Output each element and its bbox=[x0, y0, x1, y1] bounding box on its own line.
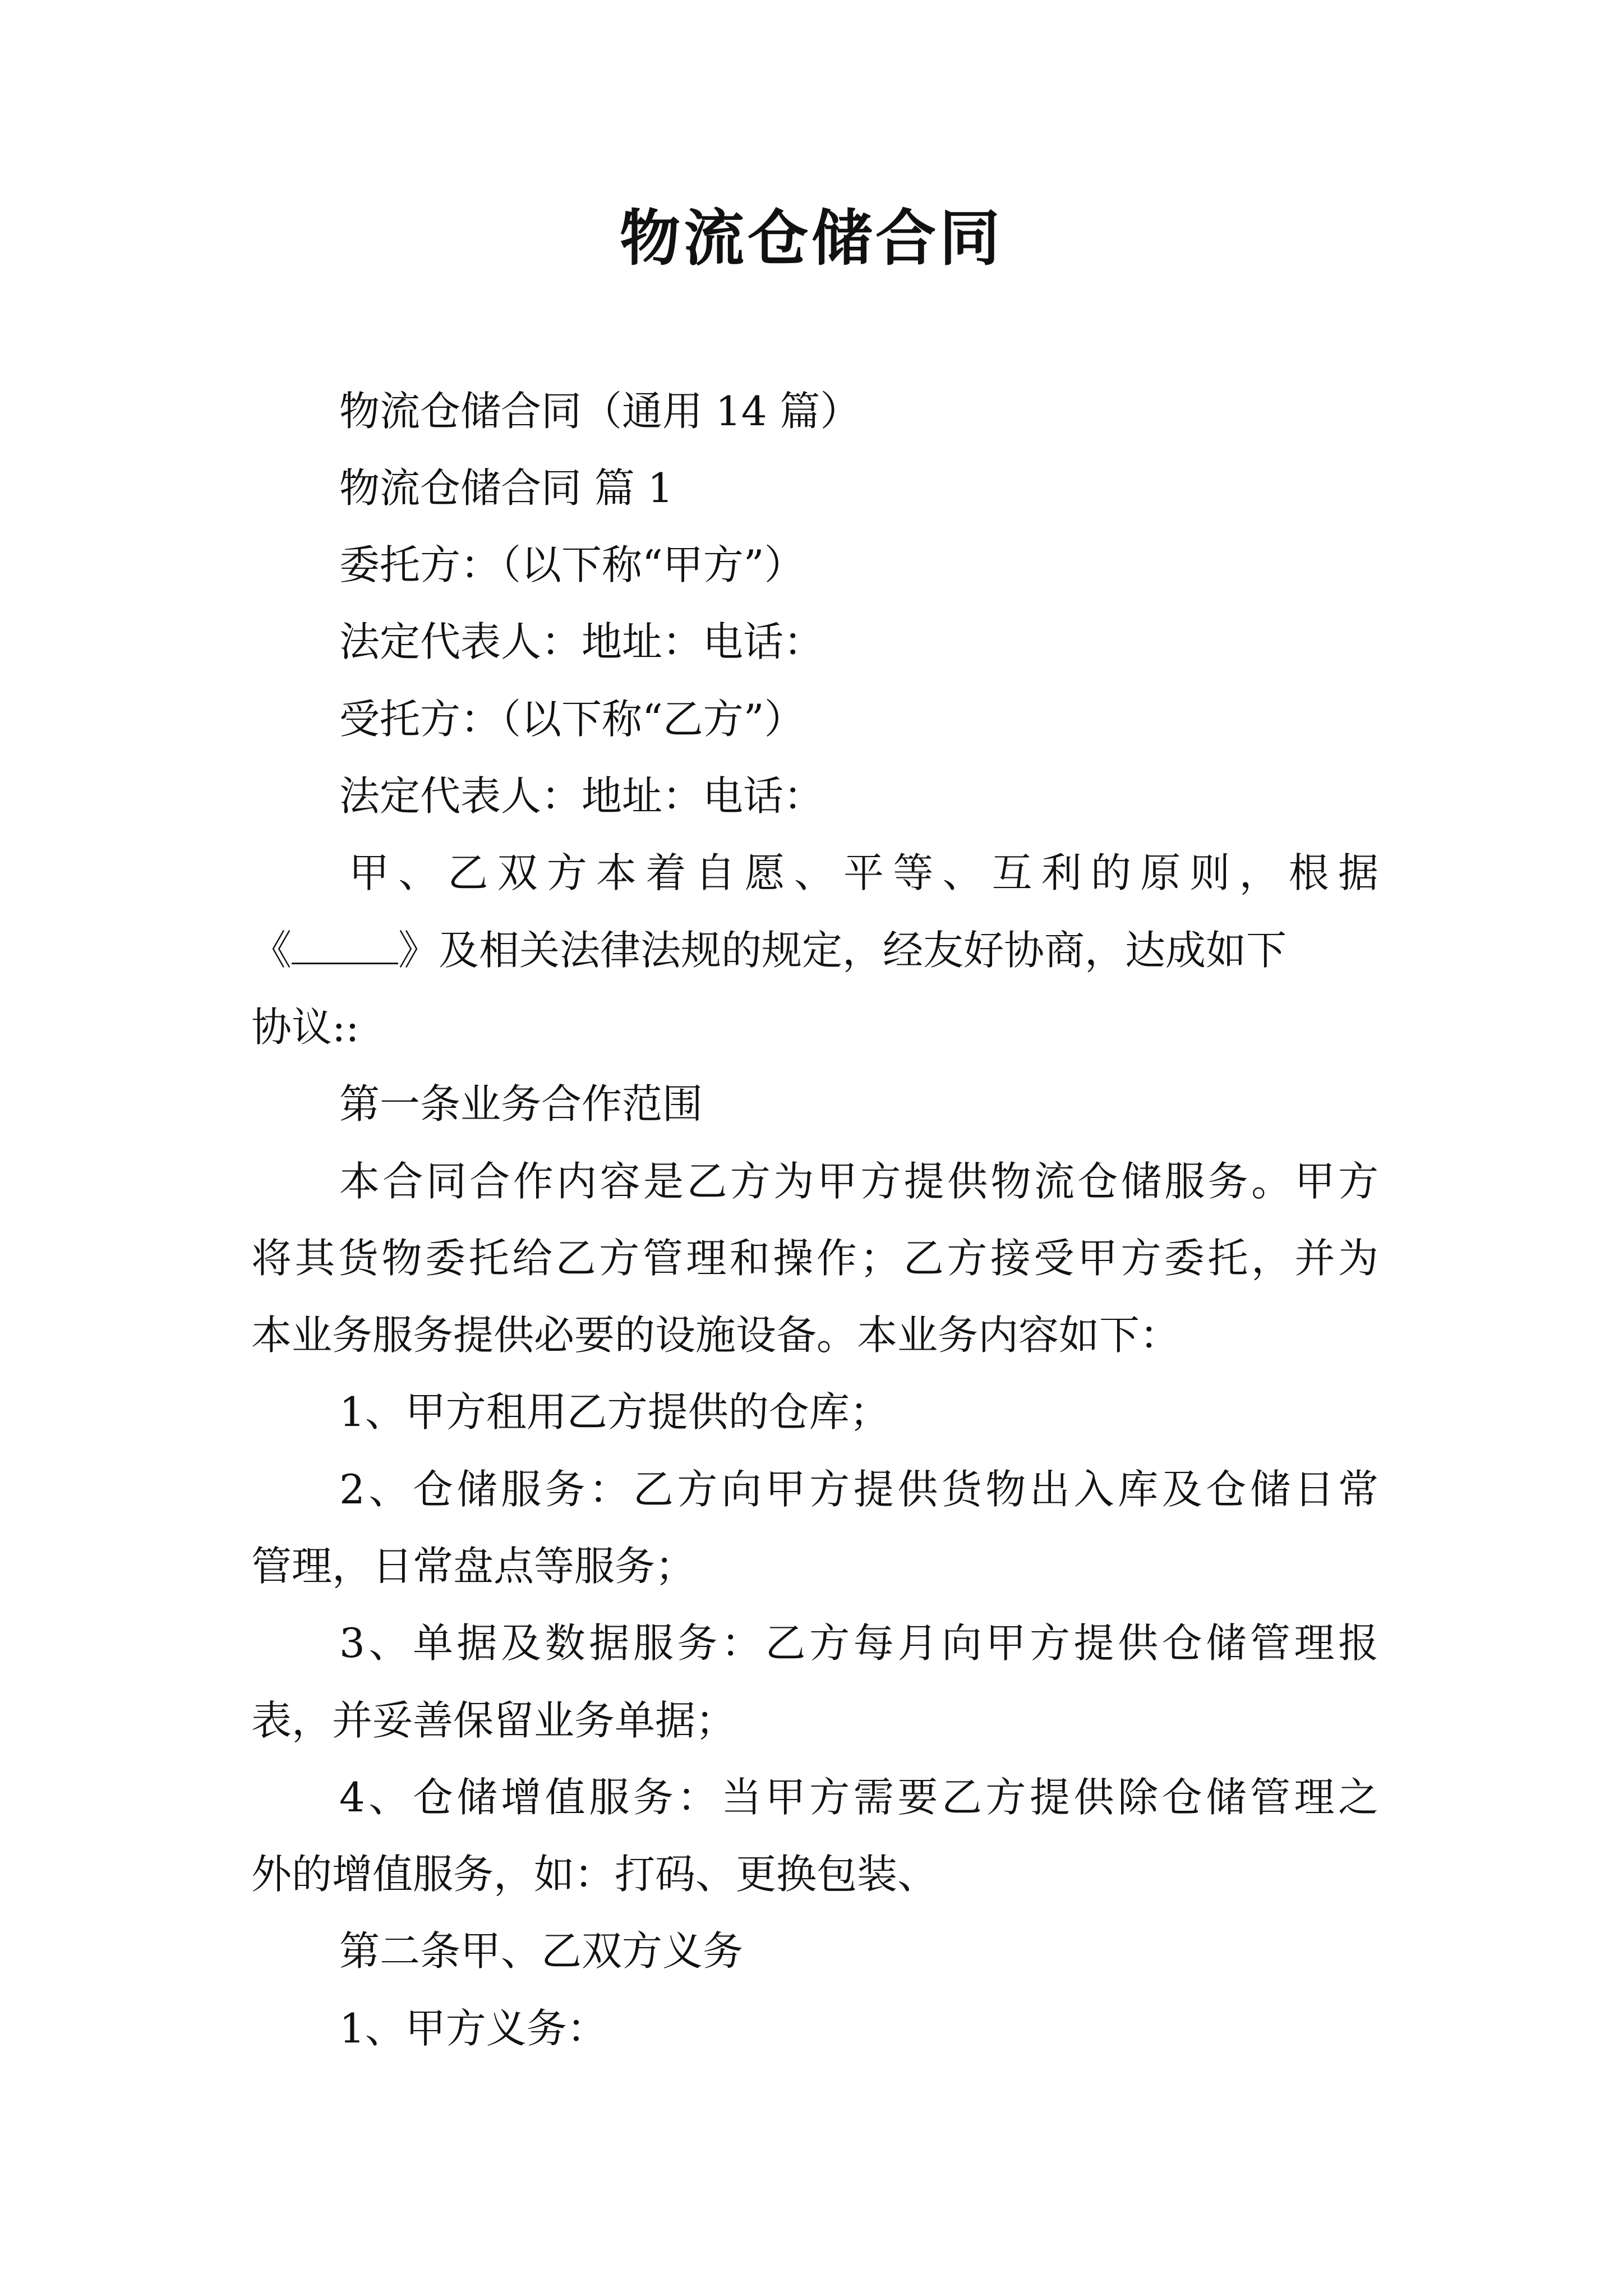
item-1-line: 1、甲方租用乙方提供的仓库； bbox=[339, 1388, 890, 1435]
party-b-representative-line: 法定代表人：地址：电话： bbox=[339, 772, 824, 820]
article-1-paragraph-line-1: 本合同合作内容是乙方为甲方提供物流仓储服务。甲方 bbox=[339, 1158, 1378, 1205]
article-1-paragraph-line-2: 将其货物委托给乙方管理和操作；乙方接受甲方委托，并为 bbox=[251, 1235, 1378, 1282]
item-3-line-2: 表，并妥善保留业务单据； bbox=[251, 1697, 736, 1744]
subtitle-line: 物流仓储合同（通用 14 篇） bbox=[339, 388, 861, 435]
item-2-line-1: 2、仓储服务：乙方向甲方提供货物出入库及仓储日常 bbox=[339, 1466, 1378, 1513]
party-a-representative-line: 法定代表人：地址：电话： bbox=[339, 618, 824, 665]
book-title-open-mark: 《 bbox=[251, 927, 292, 974]
intro-paragraph-line-2 bbox=[251, 922, 1287, 978]
intro-paragraph-line-1: 甲、乙双方本着自愿、平等、互利的原则，根据 bbox=[349, 849, 1378, 896]
item-4-line-1: 4、仓储增值服务：当甲方需要乙方提供除仓储管理之 bbox=[339, 1774, 1378, 1821]
article-1-paragraph-line-3: 本业务服务提供必要的设施设备。本业务内容如下： bbox=[251, 1312, 1181, 1359]
item-2-line-2: 管理，日常盘点等服务； bbox=[251, 1543, 696, 1590]
intro-paragraph-line-3: 协议:: bbox=[251, 1004, 359, 1051]
intro-paragraph-line-2-text: 》及相关法律法规的规定，经友好协商，达成如下 bbox=[398, 927, 1287, 974]
article-2-heading: 第二条甲、乙双方义务 bbox=[339, 1927, 744, 1975]
document-title: 物流仓储合同 bbox=[619, 203, 1003, 274]
blank-underline bbox=[292, 931, 398, 964]
chapter-heading: 物流仓储合同 篇 1 bbox=[339, 464, 674, 512]
article-2-item-1-line: 1、甲方义务： bbox=[339, 2005, 607, 2052]
party-a-line: 委托方：（以下称“甲方”） bbox=[339, 541, 805, 588]
party-b-line: 受托方：（以下称“乙方”） bbox=[339, 696, 805, 743]
item-3-line-1: 3、单据及数据服务：乙方每月向甲方提供仓储管理报 bbox=[339, 1619, 1378, 1667]
article-1-heading: 第一条业务合作范围 bbox=[339, 1080, 703, 1128]
item-4-line-2: 外的增值服务，如：打码、更换包装、 bbox=[251, 1851, 938, 1898]
